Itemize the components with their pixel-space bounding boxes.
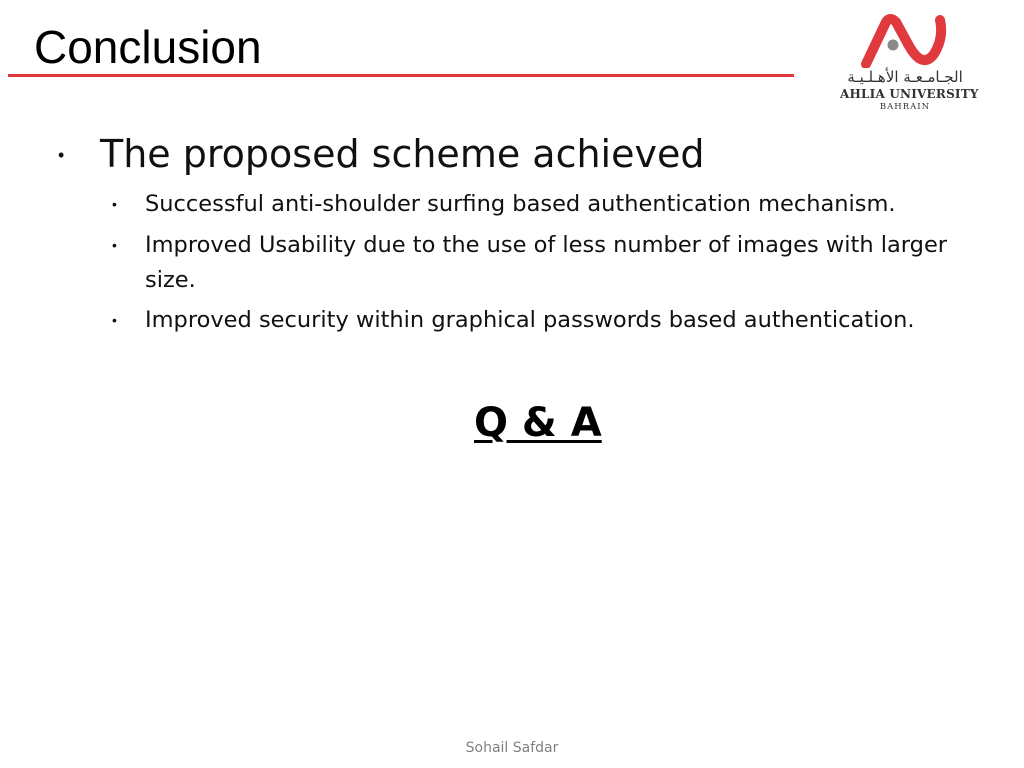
bullet-icon: •: [112, 312, 117, 328]
logo-location: BAHRAIN: [879, 102, 931, 112]
slide-title: Conclusion: [34, 21, 262, 73]
university-logo: [840, 10, 979, 115]
sub-point: Successful anti-shoulder surfing based authentication mechanism.: [145, 191, 896, 217]
bullet-icon: •: [58, 145, 65, 165]
q-and-a-heading: Q & A: [474, 400, 602, 446]
sub-point: Improved security within graphical passwords based authentication.: [145, 307, 915, 333]
sub-point: Improved Usability due to the use of less number of images with larger size.: [145, 232, 948, 293]
logo-arabic-name: الجـامـعـة الأهـلـيـة: [847, 68, 963, 86]
title-underline: [8, 74, 794, 77]
footer-author: Sohail Safdar: [465, 740, 559, 756]
logo-english-name: AHLIA UNIVERSITY: [840, 87, 979, 101]
ahlia-emblem-icon: [860, 14, 950, 68]
bullet-icon: •: [112, 196, 117, 212]
bullet-icon: •: [112, 237, 117, 253]
main-point: The proposed scheme achieved: [100, 132, 705, 176]
